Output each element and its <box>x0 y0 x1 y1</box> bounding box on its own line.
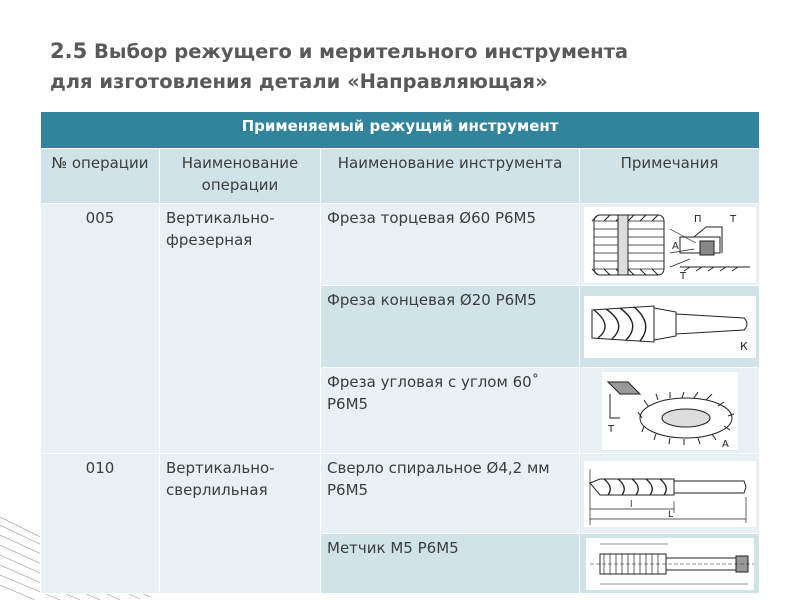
table-banner: Применяемый режущий инструмент <box>41 112 760 149</box>
fig-label: L <box>667 509 673 520</box>
tap-drawing-icon <box>586 538 754 590</box>
tool-image-cell <box>580 286 760 368</box>
header-op-number: № операции <box>41 149 160 204</box>
twist-drill-drawing-icon <box>584 461 756 527</box>
fig-label: Т <box>679 270 686 282</box>
header-tool-name: Наименование инструмента <box>321 149 580 204</box>
fig-label: Т <box>729 213 736 225</box>
title-line-1: Выбор режущего и мерительного инструмента <box>87 40 629 63</box>
end-mill-drawing-icon <box>584 296 756 358</box>
fig-label: Т <box>607 423 614 435</box>
tools-table-container <box>40 111 759 579</box>
header-op-name: Наименование операции <box>160 149 321 204</box>
tool-image-cell <box>580 204 760 286</box>
tool-name-cell: Фреза угловая с углом 60˚ Р6М5 <box>321 368 580 454</box>
tool-name-cell: Сверло спиральное Ø4,2 мм Р6М5 <box>321 454 580 534</box>
tools-table <box>40 111 760 594</box>
fig-label: К <box>739 339 748 353</box>
op-name-cell: Вертикально-сверлильная <box>160 454 321 594</box>
fig-label: П <box>693 213 702 225</box>
fig-label: l <box>629 499 633 510</box>
fig-label: А <box>721 438 729 450</box>
tool-name-cell: Метчик М5 Р6М5 <box>321 534 580 594</box>
op-number-cell: 005 <box>41 204 160 454</box>
op-number-cell: 010 <box>41 454 160 594</box>
title-line-2: для изготовления детали «Направляющая» <box>50 70 548 93</box>
table-row <box>41 454 760 534</box>
title-number: 2.5 <box>50 39 88 63</box>
slide-title <box>50 36 780 97</box>
tool-name-cell: Фреза торцевая Ø60 Р6М5 <box>321 204 580 286</box>
tool-name-cell: Фреза концевая Ø20 Р6М5 <box>321 286 580 368</box>
header-notes: Примечания <box>580 149 760 204</box>
table-banner-row <box>41 112 760 149</box>
table-row <box>41 204 760 286</box>
face-mill-drawing-icon <box>584 207 756 283</box>
op-name-cell: Вертикально-фрезерная <box>160 204 321 454</box>
tool-image-cell <box>580 368 760 454</box>
tool-image-cell <box>580 534 760 594</box>
fig-label: А <box>671 240 679 252</box>
angle-mill-drawing-icon <box>602 372 738 450</box>
table-header-row <box>41 149 760 204</box>
tool-image-cell <box>580 454 760 534</box>
